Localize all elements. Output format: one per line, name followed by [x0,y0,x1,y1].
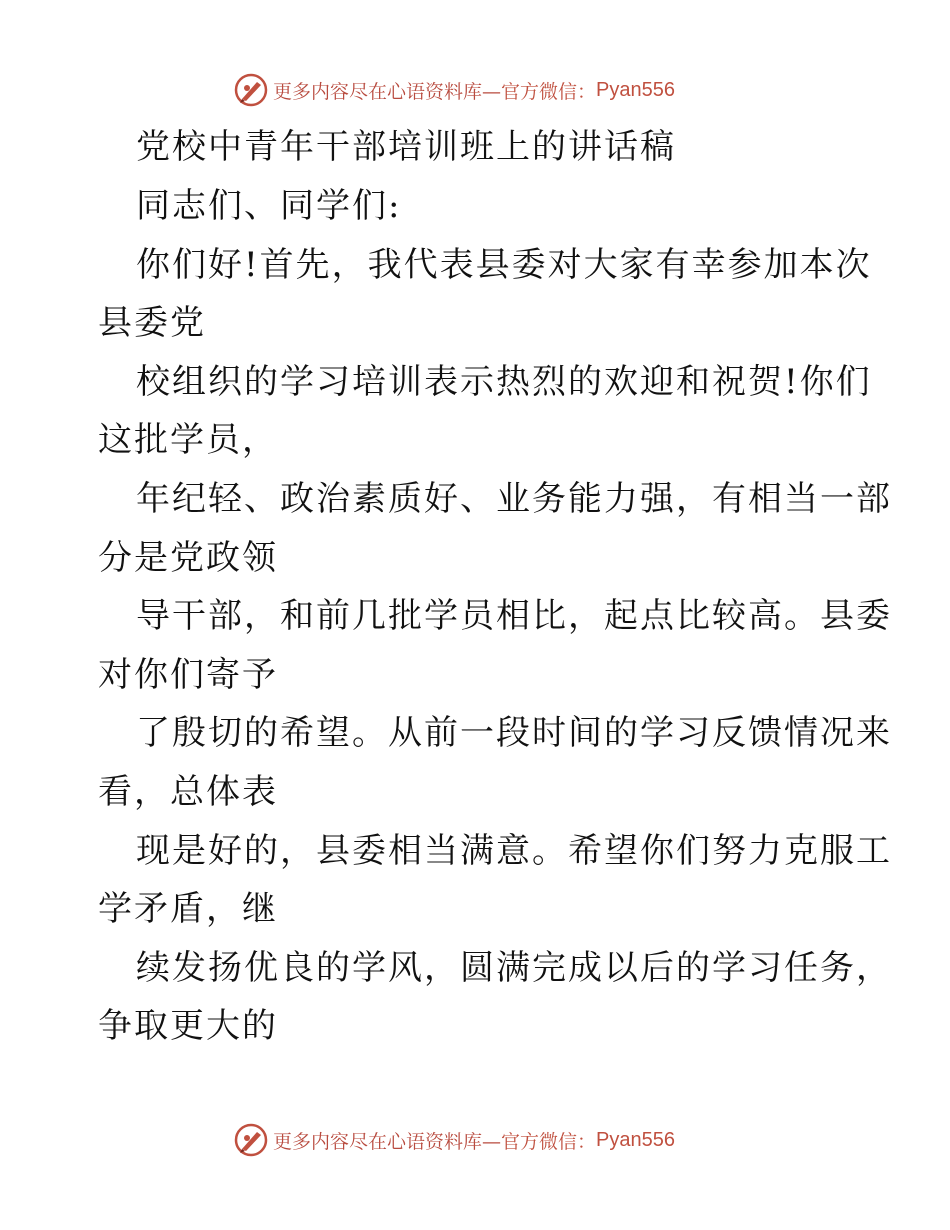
paragraph-line: 年纪轻、政治素质好、业务能力强，有相当一部 [136,479,892,519]
banner-text: 更多内容尽在心语资料库— [273,1130,502,1153]
paragraph-line: 你们好!首先，我代表县委对大家有幸参加本次 [136,245,872,285]
paragraph-line: 现是好的，县委相当满意。希望你们努力克服工 [136,831,892,871]
paragraph-line: 看，总体表 [98,772,278,812]
paragraph-line: 学矛盾，继 [98,889,278,929]
banner-wechat-id: Pyan556 [596,1128,675,1151]
document-title: 党校中青年干部培训班上的讲话稿 [136,127,676,167]
paragraph-line: 县委党 [98,303,206,343]
banner-text: 更多内容尽在心语资料库— [273,80,502,103]
footer-banner [233,1120,713,1160]
pen-circle-logo-icon [233,1122,269,1158]
paragraph-line: 这批学员， [98,420,278,460]
pen-circle-logo-icon [233,72,269,108]
paragraph-line: 校组织的学习培训表示热烈的欢迎和祝贺!你们 [136,362,872,402]
banner-wechat-label: 官方微信： [501,80,597,103]
paragraph-line: 导干部，和前几批学员相比，起点比较高。县委 [136,596,892,636]
paragraph-line: 了殷切的希望。从前一段时间的学习反馈情况来 [136,713,892,753]
banner-wechat-label: 官方微信： [501,1130,597,1153]
paragraph-line: 对你们寄予 [98,655,278,695]
paragraph-line: 续发扬优良的学风，圆满完成以后的学习任务， [136,948,892,988]
banner-wechat-id: Pyan556 [596,78,675,101]
paragraph-line: 争取更大的 [98,1006,278,1046]
header-banner [233,70,713,110]
salutation: 同志们、同学们: [136,186,402,226]
paragraph-line: 分是党政领 [98,538,278,578]
